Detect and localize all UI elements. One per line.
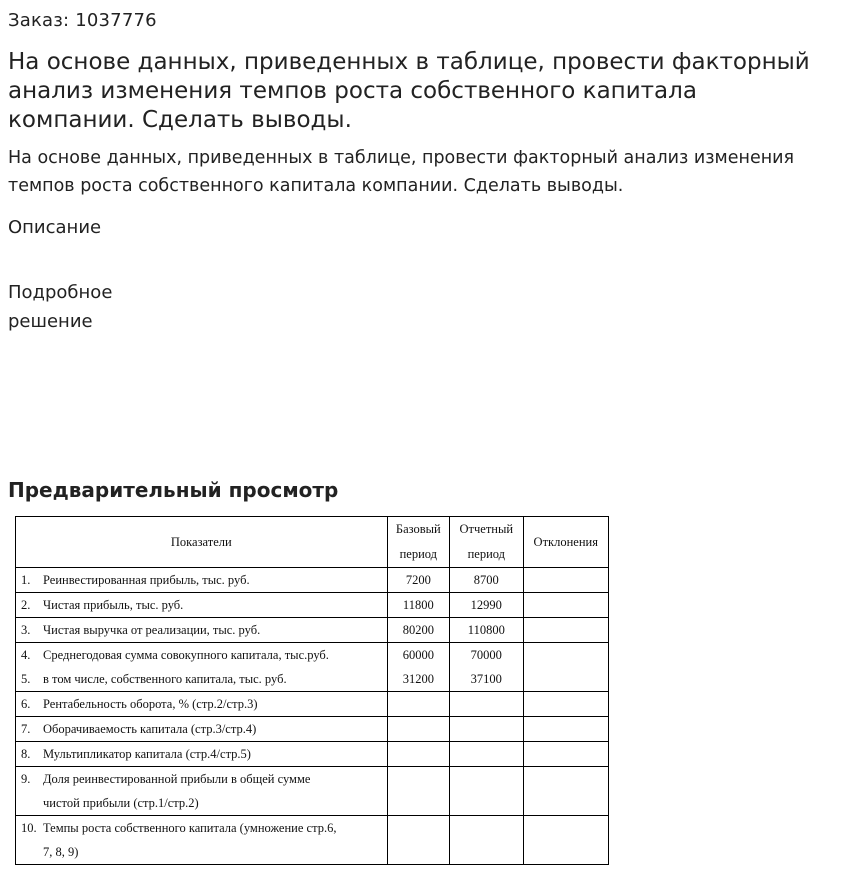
base-value [388, 840, 450, 864]
base-value: 60000 [402, 648, 434, 662]
row-number: 10. [21, 821, 37, 835]
description-label: Описание [8, 217, 102, 238]
indicator-cell [16, 568, 388, 593]
base-value [388, 767, 450, 791]
deviation-cell [523, 593, 608, 618]
row-number: 2. [21, 598, 31, 612]
indicator-line [16, 593, 387, 617]
table-row [16, 767, 609, 816]
row-number [16, 791, 43, 815]
report-value: 8700 [473, 573, 499, 587]
order-number: Заказ: 1037776 [8, 10, 157, 31]
header-base-period: Базовый период [387, 517, 450, 568]
table-row [16, 568, 609, 593]
deviation-cell [523, 692, 608, 717]
report-value-cell [450, 618, 523, 643]
report-value [450, 816, 522, 840]
task-description: На основе данных, приведенных в таблице, провести факторный анализ изменения темпов роста собственного капитала компании. Сделать выводы. [8, 148, 795, 196]
base-value-cell [387, 742, 450, 767]
row-number: 8. [21, 747, 31, 761]
base-value-cell [387, 618, 450, 643]
base-value [388, 742, 450, 766]
indicator-line [16, 618, 387, 642]
indicator-line [16, 717, 387, 741]
base-value: 11800 [402, 598, 434, 612]
deviation-cell [523, 717, 608, 742]
report-value-cell [450, 742, 523, 767]
page-title: На основе данных, приведенных в таблице, провести факторный анализ изменения темпов роста собственного капитала компании. Сделать выводы. [8, 49, 810, 133]
base-value: 7200 [405, 573, 431, 587]
deviation-cell [523, 643, 608, 692]
indicator-label: Рентабельность оборота, % (стр.2/стр.3) [43, 697, 258, 711]
base-value-cell [387, 568, 450, 593]
base-value-cell [387, 717, 450, 742]
report-value-cell [450, 816, 523, 865]
table-row [16, 692, 609, 717]
indicator-cell [16, 643, 388, 692]
row-number: 7. [21, 722, 31, 736]
base-value-cell [387, 816, 450, 865]
indicator-label: Реинвестированная прибыль, тыс. руб. [43, 573, 250, 587]
base-value-cell [387, 767, 450, 816]
indicator-line [16, 742, 387, 766]
indicator-line [16, 791, 387, 815]
row-number: 5. [21, 672, 31, 686]
report-value [450, 692, 522, 716]
preview-image [15, 516, 609, 865]
indicator-line [16, 816, 387, 840]
indicator-label: Оборачиваемость капитала (стр.3/стр.4) [43, 722, 257, 736]
base-value-cell [387, 692, 450, 717]
report-value-cell [450, 593, 523, 618]
indicator-label: в том числе, собственного капитала, тыс. руб. [43, 672, 287, 686]
base-value-cell [387, 593, 450, 618]
row-number: 1. [21, 573, 31, 587]
preview-heading: Предварительный просмотр [8, 478, 339, 502]
table-row [16, 717, 609, 742]
report-value: 37100 [470, 672, 502, 686]
report-value [450, 742, 522, 766]
indicator-label: 7, 8, 9) [43, 845, 79, 859]
base-value [388, 717, 450, 741]
indicator-cell [16, 767, 388, 816]
report-value: 70000 [470, 648, 502, 662]
indicator-label: Темпы роста собственного капитала (умножение стр.6, [43, 821, 337, 835]
report-value [450, 791, 522, 815]
indicator-line [16, 667, 387, 691]
indicator-line [16, 767, 387, 791]
row-number: 4. [21, 648, 31, 662]
base-value-cell [387, 643, 450, 692]
row-number: 9. [21, 772, 31, 786]
base-value: 31200 [402, 672, 434, 686]
row-number: 3. [21, 623, 31, 637]
deviation-cell [523, 742, 608, 767]
indicator-label: Среднегодовая сумма совокупного капитала, тыс.руб. [43, 648, 329, 662]
report-value: 110800 [467, 623, 505, 637]
deviation-cell [523, 816, 608, 865]
row-number [16, 840, 43, 864]
report-value-cell [450, 643, 523, 692]
indicator-label: чистой прибыли (стр.1/стр.2) [43, 796, 199, 810]
report-value [450, 840, 522, 864]
deviation-cell [523, 767, 608, 816]
indicator-cell [16, 717, 388, 742]
indicator-line [16, 568, 387, 592]
table-row [16, 742, 609, 767]
indicator-cell [16, 618, 388, 643]
indicator-line [16, 840, 387, 864]
solution-label: Подробное решение [8, 282, 113, 332]
table-row [16, 816, 609, 865]
deviation-cell [523, 618, 608, 643]
deviation-cell [523, 568, 608, 593]
base-value [388, 791, 450, 815]
indicator-cell [16, 816, 388, 865]
table-row [16, 643, 609, 692]
row-number: 6. [21, 697, 31, 711]
indicator-line [16, 643, 387, 667]
report-value-cell [450, 767, 523, 816]
report-value [450, 717, 522, 741]
report-value: 12990 [470, 598, 502, 612]
header-report-period: Отчетный период [450, 517, 523, 568]
indicator-line [16, 692, 387, 716]
header-deviation: Отклонения [523, 517, 608, 568]
base-value: 80200 [402, 623, 434, 637]
indicator-cell [16, 593, 388, 618]
indicator-cell [16, 692, 388, 717]
indicator-cell [16, 742, 388, 767]
report-value-cell [450, 692, 523, 717]
indicator-label: Мультипликатор капитала (стр.4/стр.5) [43, 747, 251, 761]
base-value [388, 816, 450, 840]
indicator-label: Чистая выручка от реализации, тыс. руб. [43, 623, 261, 637]
indicators-table [15, 516, 609, 865]
table-header-row [16, 517, 609, 568]
report-value-cell [450, 568, 523, 593]
base-value [388, 692, 450, 716]
report-value-cell [450, 717, 523, 742]
indicator-label: Чистая прибыль, тыс. руб. [43, 598, 184, 612]
table-row [16, 593, 609, 618]
table-row [16, 618, 609, 643]
header-indicators: Показатели [16, 517, 388, 568]
report-value [450, 767, 522, 791]
indicator-label: Доля реинвестированной прибыли в общей сумме [43, 772, 311, 786]
